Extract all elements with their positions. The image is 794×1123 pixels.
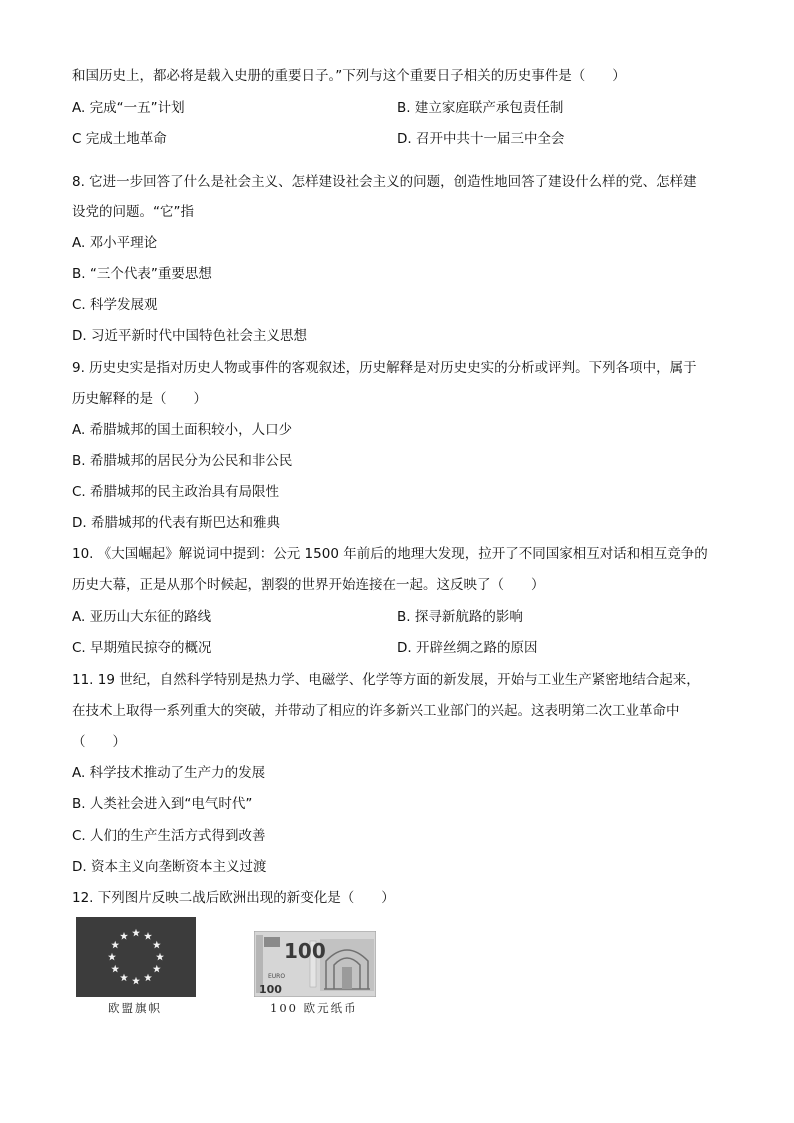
banknote-icon [254,931,376,997]
banknote-denomination: 100 [284,939,326,963]
q7-option-b: B. 建立家庭联产承包责任制 [397,100,564,116]
q9-option-b: B. 希腊城邦的居民分为公民和非公民 [72,453,293,469]
q9-stem-line1: 9. 历史史实是指对历史人物或事件的客观叙述，历史解释是对历史史实的分析或评判。下列各项中，属于 [72,360,697,376]
q7-option-c: C 完成土地革命 [72,131,167,147]
q9-stem-line2: 历史解释的是（ ） [72,391,207,407]
q9-option-c: C. 希腊城邦的民主政治具有局限性 [72,484,280,500]
q11-option-a: A. 科学技术推动了生产力的发展 [72,765,266,781]
q11-option-c: C. 人们的生产生活方式得到改善 [72,828,266,844]
q11-option-b: B. 人类社会进入到“电气时代” [72,796,253,812]
q10-stem-line2: 历史大幕，正是从那个时候起，割裂的世界开始连接在一起。这反映了（ ） [72,577,545,593]
q7-option-d: D. 召开中共十一届三中全会 [397,131,565,147]
q12-stem: 12. 下列图片反映二战后欧洲出现的新变化是（ ） [72,890,395,906]
q11-stem-line2: 在技术上取得一系列重大的突破，并带动了相应的许多新兴工业部门的兴起。这表明第二次工业革命中 [72,703,680,719]
q8-option-c: C. 科学发展观 [72,297,158,313]
q10-option-d: D. 开辟丝绸之路的原因 [397,640,538,656]
banknote-currency: EURO [268,973,286,980]
q8-stem-line2: 设党的问题。“它”指 [72,204,194,220]
q10-stem-line1: 10. 《大国崛起》解说词中提到：公元 1500 年前后的地理大发现，拉开了不同国家相互对话和相互竞争的 [72,546,708,562]
banknote-small-denomination: 100 [259,983,282,996]
q9-option-a: A. 希腊城邦的国土面积较小，人口少 [72,422,293,438]
q9-option-d: D. 希腊城邦的代表有斯巴达和雅典 [72,515,280,531]
q7-stem-continued: 和国历史上，都必将是载入史册的重要日子。”下列与这个重要日子相关的历史事件是（ ） [72,68,626,84]
q8-option-d: D. 习近平新时代中国特色社会主义思想 [72,328,307,344]
q10-option-b: B. 探寻新航路的影响 [397,609,523,625]
q11-stem-line1: 11. 19 世纪，自然科学特别是热力学、电磁学、化学等方面的新发展，开始与工业生产紧密地结合起来， [72,672,700,688]
q8-option-b: B. “三个代表”重要思想 [72,266,212,282]
q11-option-d: D. 资本主义向垄断资本主义过渡 [72,859,267,875]
eu-flag-caption: 欧盟旗帜 [108,1001,162,1015]
q10-option-c: C. 早期殖民掠夺的概况 [72,640,212,656]
euro-banknote-image [254,931,376,997]
q7-option-a: A. 完成“一五”计划 [72,100,185,116]
q11-stem-line3: （ ） [72,734,126,750]
q8-stem-line1: 8. 它进一步回答了什么是社会主义、怎样建设社会主义的问题，创造性地回答了建设什么样的党、怎样建 [72,174,697,190]
euro-banknote-caption: 100 欧元纸币 [270,1001,358,1015]
eu-flag-image [76,917,196,997]
q10-option-a: A. 亚历山大东征的路线 [72,609,212,625]
eu-flag-icon [76,917,196,997]
q8-option-a: A. 邓小平理论 [72,235,158,251]
